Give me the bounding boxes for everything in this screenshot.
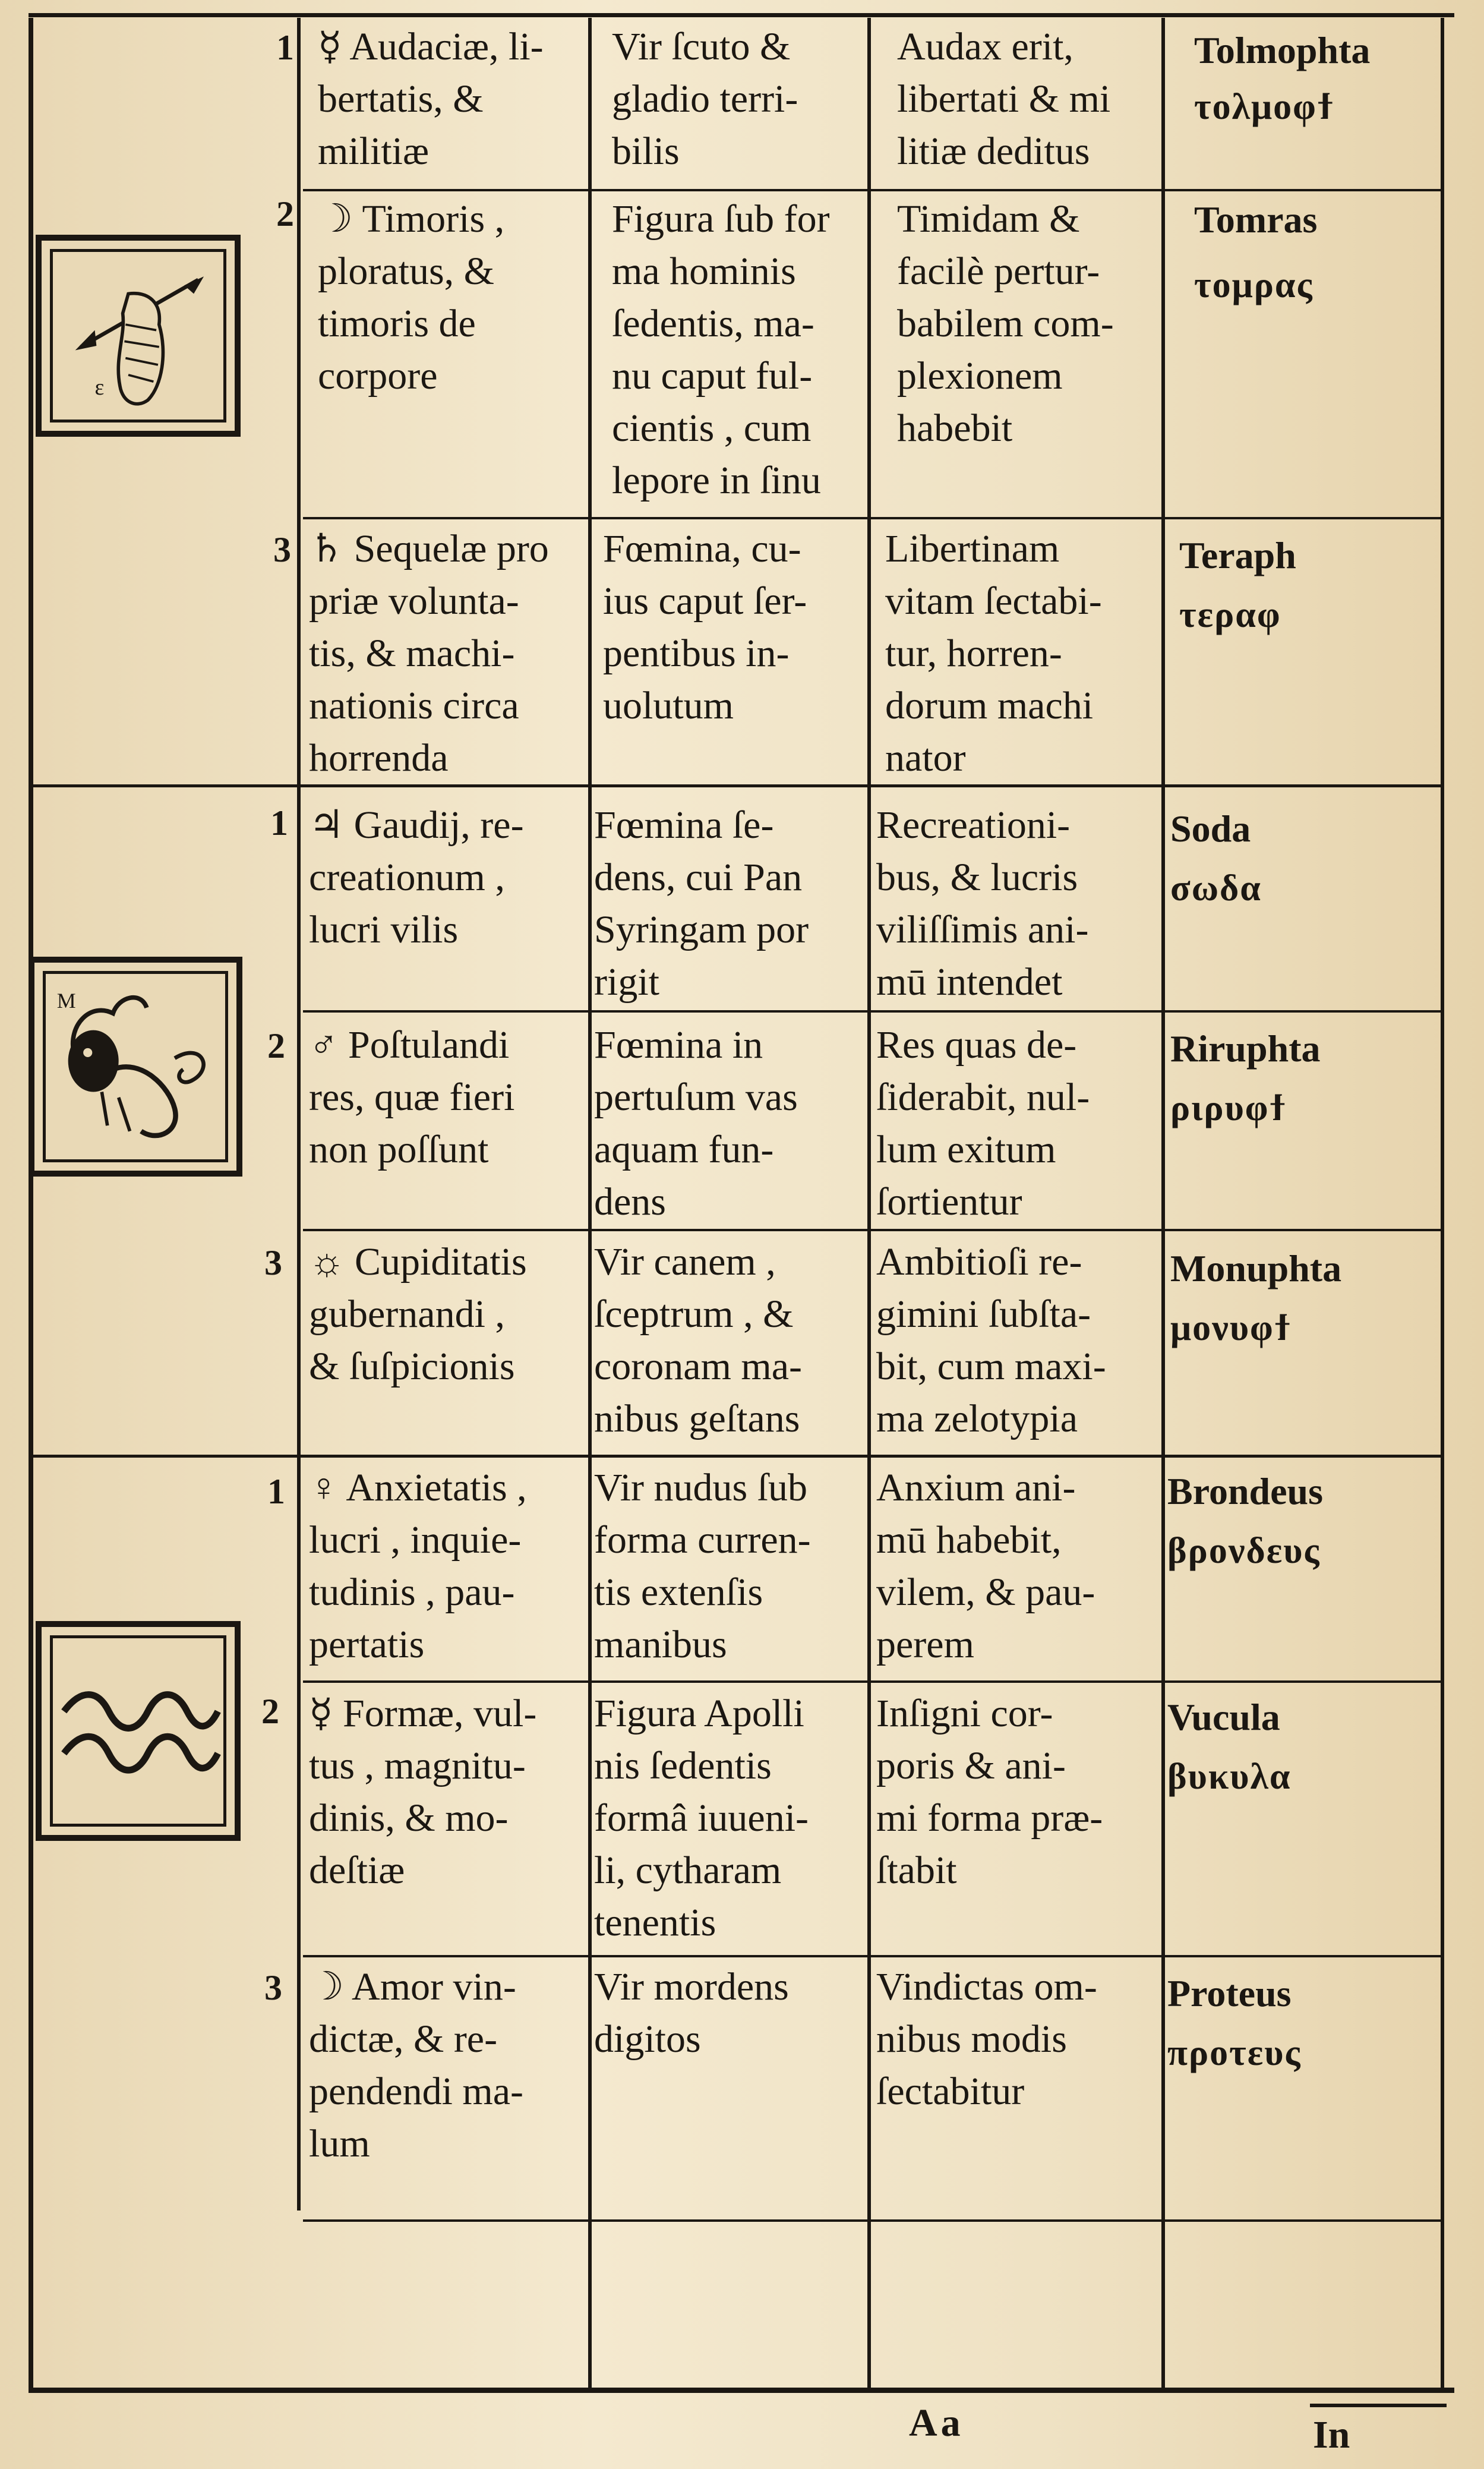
spirit-name: Vucula xyxy=(1167,1696,1280,1738)
aquarius-waves-emblem xyxy=(36,1621,241,1841)
image-description-cell: Fœmina, cu- ius caput ſer- pentibus in- uolutum xyxy=(603,527,807,727)
svg-text:ε: ε xyxy=(94,374,105,400)
row-divider xyxy=(303,517,1441,519)
spirit-name: Soda xyxy=(1170,808,1251,850)
spirit-script: βυκυλα xyxy=(1167,1757,1292,1797)
virtue-cell: ♀ Anxietatis , lucri , inquie- tudinis , pau- pertatis xyxy=(309,1466,527,1666)
row-divider xyxy=(303,1229,1441,1231)
spirit-name: Teraph xyxy=(1179,534,1296,576)
effect-cell: Libertinam vitam ſectabi- tur, horren- dorum machi nator xyxy=(885,527,1102,780)
effect-cell: Vindictas om- nibus modis ſectabitur xyxy=(876,1965,1097,2113)
row-number: 3 xyxy=(264,1243,282,1282)
image-description-cell: Fœmina in pertuſum vas aquam fun- dens xyxy=(594,1023,798,1224)
section-divider-1 xyxy=(33,784,1441,787)
catchword-rule xyxy=(1310,2404,1447,2407)
image-description-cell: Figura Apolli nis ſedentis formâ iuueni- li, cytharam tenentis xyxy=(594,1692,809,1944)
aquarius-waves-icon xyxy=(42,1627,235,1835)
row-divider xyxy=(303,1955,1441,1957)
spirit-script: προτευς xyxy=(1167,2033,1302,2073)
column-rule-right xyxy=(1441,18,1444,2389)
row-number: 1 xyxy=(276,28,294,67)
capricorn-goat-fish-icon xyxy=(34,963,236,1171)
spirit-name: Brondeus xyxy=(1167,1470,1324,1512)
spirit-script: σωδα xyxy=(1170,868,1262,909)
effect-cell: Inſigni cor- poris & ani- mi forma præ- ſtabit xyxy=(876,1692,1103,1892)
spirit-script: τομρας xyxy=(1194,265,1314,305)
svg-text:M: M xyxy=(56,988,76,1013)
spirit-name: Proteus xyxy=(1167,1972,1292,2014)
row-divider xyxy=(303,2219,1441,2222)
image-description-cell: Vir mordens digitos xyxy=(594,1965,789,2061)
virtue-cell: ♃ Gaudij, re- creationum , lucri vilis xyxy=(309,803,524,951)
spirit-script: μονυφϯ xyxy=(1170,1308,1292,1348)
archer-hand-arrow-icon xyxy=(42,241,235,431)
image-description-cell: Vir canem , ſceptrum , & coronam ma- nibus geſtans xyxy=(594,1240,803,1440)
virtue-cell: ☽ Amor vin- dictæ, & re- pendendi ma- lum xyxy=(309,1965,524,2165)
image-description-cell: Fœmina ſe- dens, cui Pan Syringam por rigit xyxy=(594,803,809,1004)
row-divider xyxy=(303,1680,1441,1683)
effect-cell: Res quas de- ſiderabit, nul- lum exitum ſortientur xyxy=(876,1023,1090,1224)
spirit-name: Riruphta xyxy=(1170,1027,1321,1070)
spirit-name: Tolmophta xyxy=(1194,29,1371,71)
virtue-cell: ♄ Sequelæ pro priæ volunta- tis, & machi- nationis circa horrenda xyxy=(309,527,549,780)
image-description-cell: Figura ſub for ma hominis ſedentis, ma- nu caput ful- cientis , cum lepore in ſinu xyxy=(612,197,830,502)
spirit-script: ριρυφϯ xyxy=(1170,1088,1287,1128)
virtue-cell: ♂ Poſtulandi res, quæ fieri non poſſunt xyxy=(309,1023,515,1171)
row-number: 2 xyxy=(261,1692,279,1731)
row-number: 2 xyxy=(267,1026,285,1065)
effect-cell: Audax erit, libertati & mi litiæ deditus xyxy=(897,25,1111,173)
catchword: In xyxy=(1313,2413,1350,2457)
spirit-script: τολμοφϯ xyxy=(1194,87,1335,127)
row-number: 1 xyxy=(267,1472,285,1511)
effect-cell: Recreationi- bus, & lucris viliſſimis ani- mū intendet xyxy=(876,803,1089,1004)
row-number: 3 xyxy=(273,530,291,569)
frame-top-rule xyxy=(29,13,1454,17)
spirit-name: Tomras xyxy=(1194,198,1318,241)
spirit-script: τεραφ xyxy=(1179,595,1281,635)
frame-bottom-rule xyxy=(29,2388,1454,2393)
column-rule-emblem xyxy=(297,18,301,2211)
column-rule-1 xyxy=(588,18,592,2389)
effect-cell: Ambitioſi re- gimini ſubſta- bit, cum maxi- ma zelotypia xyxy=(876,1240,1106,1440)
signature-mark: Aa xyxy=(909,2401,964,2445)
row-divider xyxy=(303,1010,1441,1013)
spirit-script: βρονδευς xyxy=(1167,1531,1321,1571)
row-number: 1 xyxy=(270,803,288,843)
image-description-cell: Vir nudus ſub forma curren- tis extenſis manibus xyxy=(594,1466,811,1666)
effect-cell: Anxium ani- mū habebit, vilem, & pau- perem xyxy=(876,1466,1095,1666)
virtue-cell: ☿ Formæ, vul- tus , magnitu- dinis, & mo- deſtiæ xyxy=(309,1692,537,1892)
virtue-cell: ☼ Cupiditatis gubernandi , & ſuſpicionis xyxy=(309,1240,527,1388)
archer-hand-arrow-emblem xyxy=(36,235,241,437)
image-description-cell: Vir ſcuto & gladio terri- bilis xyxy=(612,25,798,173)
virtue-cell: ☿ Audaciæ, li- bertatis, & militiæ xyxy=(318,25,544,173)
capricorn-goat-fish-emblem xyxy=(29,957,242,1177)
row-number: 3 xyxy=(264,1968,282,2007)
section-divider-2 xyxy=(33,1455,1441,1458)
spirit-name: Monuphta xyxy=(1170,1247,1342,1289)
row-divider xyxy=(303,189,1441,191)
frame-left-rule xyxy=(29,18,33,2389)
virtue-cell: ☽ Timoris , ploratus, & timoris de corpore xyxy=(318,197,505,398)
row-number: 2 xyxy=(276,194,294,234)
effect-cell: Timidam & facilè pertur- babilem com- plexionem habebit xyxy=(897,197,1114,450)
